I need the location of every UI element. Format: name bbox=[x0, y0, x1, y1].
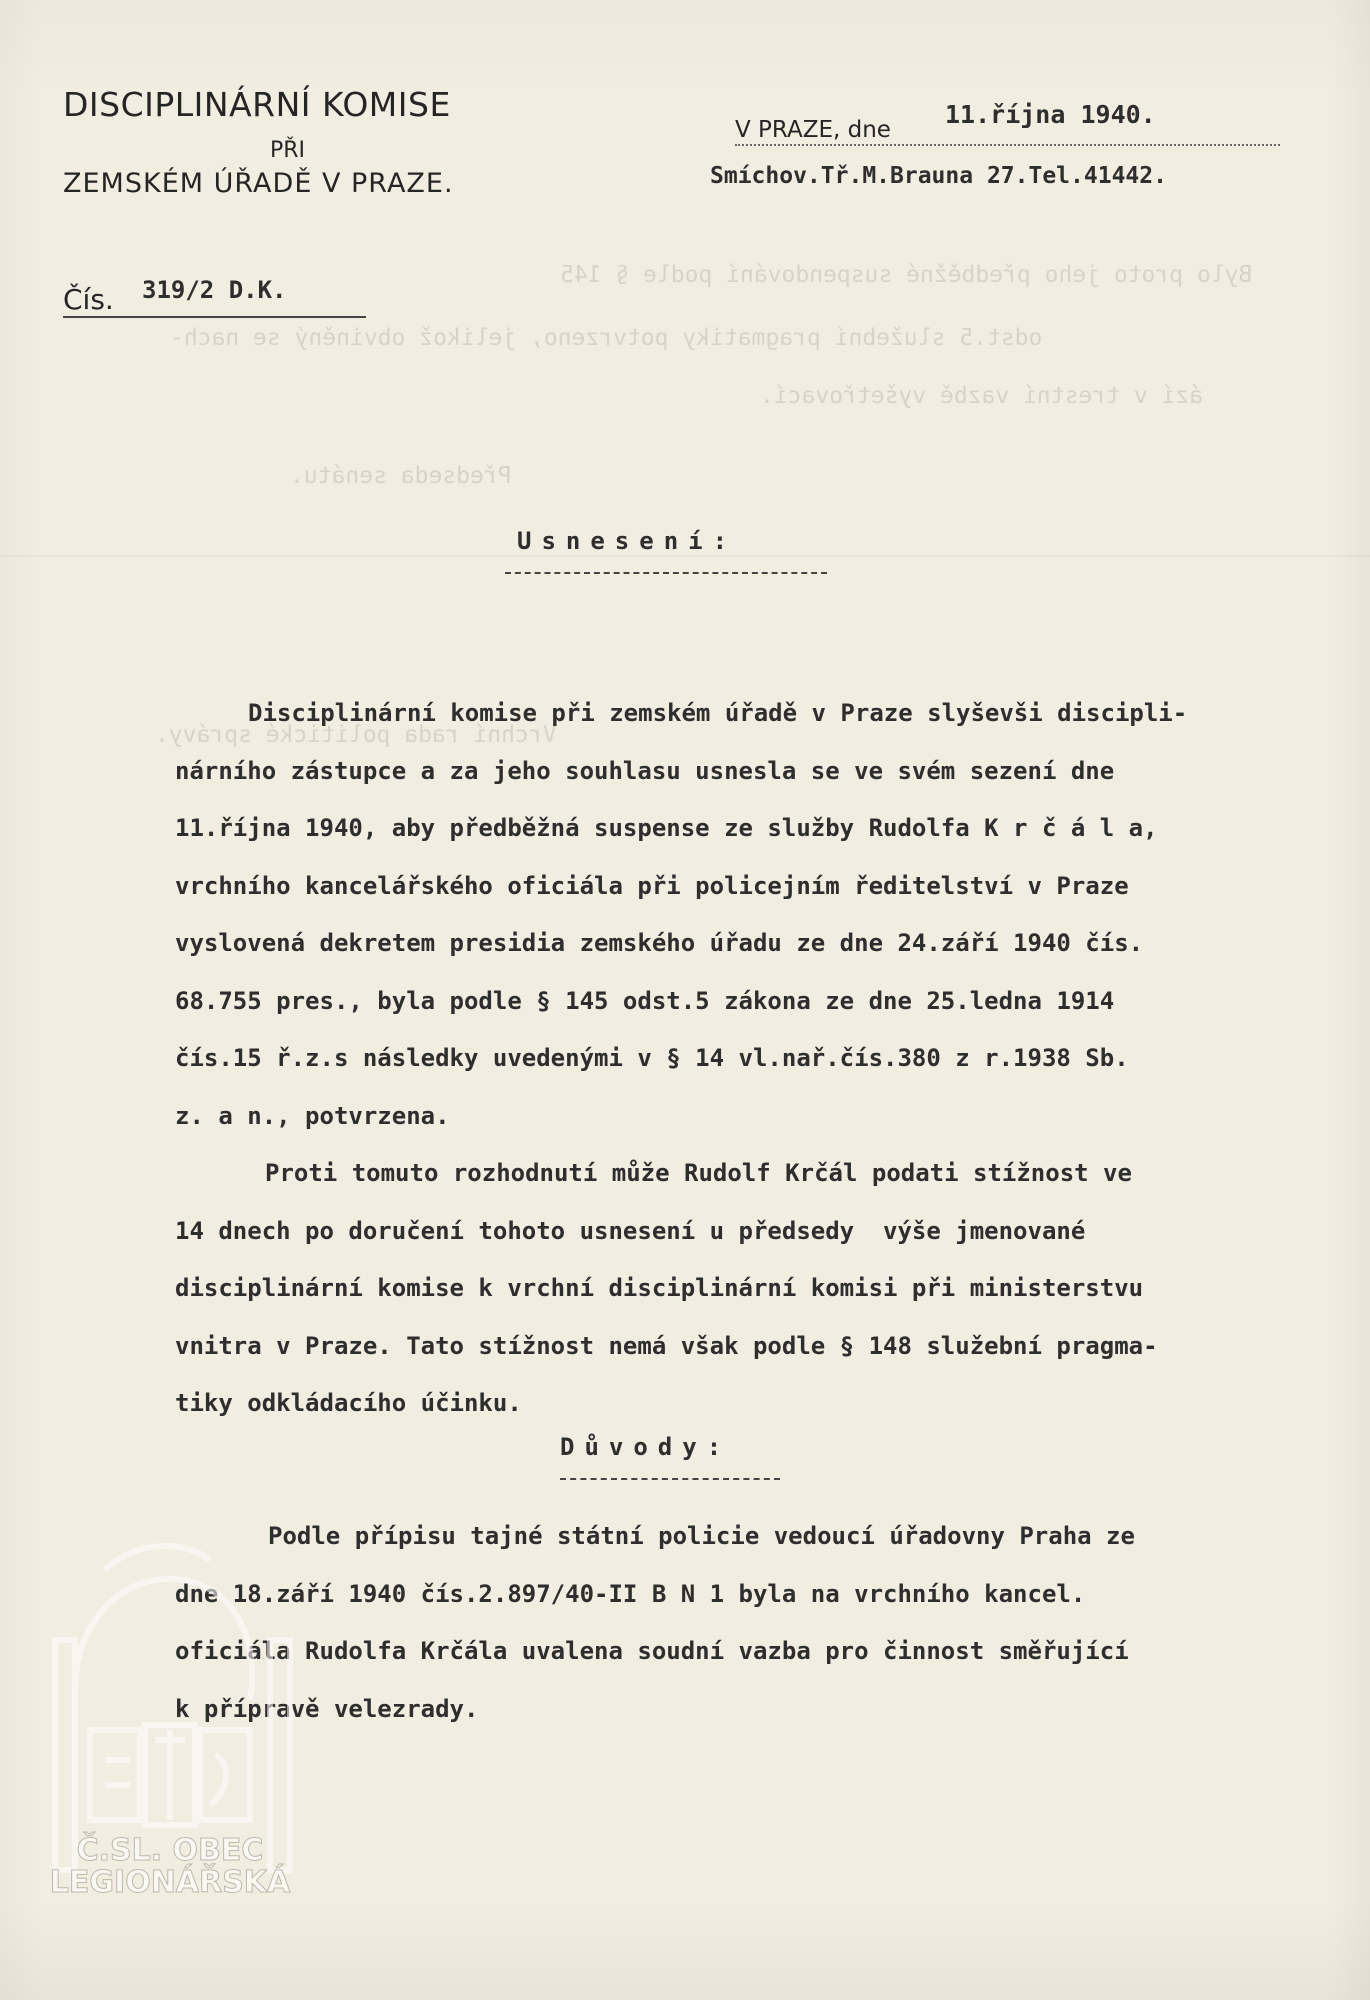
paragraph-reasons bbox=[175, 1508, 1325, 1738]
text-line: vnitra v Praze. Tato stížnost nemá však podle § 148 služební pragma- bbox=[175, 1331, 1158, 1360]
text-line: vrchního kancelářského oficiála při policejním ředitelství v Praze bbox=[175, 871, 1129, 900]
text-line: vyslovená dekretem presidia zemského úřadu ze dne 24.září 1940 čís. bbox=[175, 929, 1144, 957]
text-line: disciplinární komise k vrchní disciplinární komisi při ministerstvu bbox=[175, 1274, 1144, 1302]
text-line: 68.755 pres., byla podle § 145 odst.5 zákona ze dne 25.ledna 1914 bbox=[175, 986, 1115, 1015]
text-line: oficiála Rudolfa Krčála uvalena soudní vazba pro činnost směřující bbox=[175, 1637, 1129, 1665]
bleed-through-line-5: Vrchní rada politické správy. bbox=[155, 722, 557, 748]
text-line: nárního zástupce a za jeho souhlasu usnesla se ve svém sezení dne bbox=[175, 756, 1115, 785]
legion-stamp-watermark bbox=[35, 1530, 305, 1900]
heading-usneseni: Usnesení: bbox=[517, 527, 738, 555]
text-line: Proti tomuto rozhodnutí může Rudolf Krčál podati stížnost ve bbox=[265, 1159, 1132, 1187]
org-title: DISCIPLINÁRNÍ KOMISE bbox=[63, 85, 451, 124]
org-pri: PŘI bbox=[270, 138, 306, 163]
text-line: 14 dnech po doručení tohoto usnesení u předsedy výše jmenované bbox=[175, 1216, 1086, 1245]
text-line: Disciplinární komise při zemském úřadě v Praze slyševši discipli- bbox=[248, 699, 1188, 727]
office-address: Smíchov.Tř.M.Brauna 27.Tel.41442. bbox=[710, 163, 1167, 189]
paper-fold bbox=[0, 555, 1370, 557]
text-line: z. a n., potvrzena. bbox=[175, 1101, 450, 1130]
stamp-line-2: LEGIONÁŘSKÁ bbox=[49, 1865, 291, 1900]
heading-duvody-rule bbox=[560, 1478, 780, 1480]
reference-underline bbox=[63, 316, 366, 318]
heading-usneseni-rule bbox=[505, 572, 827, 574]
paragraph-appeal bbox=[175, 1145, 1325, 1433]
text-line: 11.října 1940, aby předběžná suspense ze služby Rudolfa K r č á l a, bbox=[175, 814, 1158, 842]
reference-number: 319/2 D.K. bbox=[142, 276, 287, 304]
bleed-through-line-3: ází v trestní vazbě vyšetřovací. bbox=[760, 383, 1204, 409]
heading-duvody: Důvody: bbox=[560, 1433, 732, 1461]
document-date: 11.října 1940. bbox=[945, 100, 1156, 129]
bleed-through-line-4: Předseda senátu. bbox=[290, 463, 512, 489]
stamp-line-1: Č.SL. OBEC bbox=[76, 1833, 264, 1868]
paragraph-resolution bbox=[175, 685, 1325, 1145]
org-subtitle: ZEMSKÉM ÚŘADĚ V PRAZE. bbox=[63, 168, 454, 199]
text-line: k přípravě velezrady. bbox=[175, 1694, 479, 1723]
text-line: Podle přípisu tajné státní policie vedoucí úřadovny Praha ze bbox=[268, 1522, 1135, 1550]
bleed-through-line-1: Bylo proto jeho předběžné suspendování podle § 145 bbox=[560, 262, 1253, 288]
reference-number-label: Čís. bbox=[63, 283, 114, 316]
text-line: tiky odkládacího účinku. bbox=[175, 1389, 522, 1417]
bleed-through-line-2: odst.5 služební pragmatiky potvrzeno, jelikož obviněný se nach- bbox=[170, 325, 1043, 351]
text-line: dne 18.září 1940 čís.2.897/40-II B N 1 byla na vrchního kancel. bbox=[175, 1579, 1086, 1608]
place-label: V PRAZE, dne bbox=[735, 117, 891, 143]
text-line: čís.15 ř.z.s následky uvedenými v § 14 vl.nař.čís.380 z r.1938 Sb. bbox=[175, 1044, 1129, 1072]
